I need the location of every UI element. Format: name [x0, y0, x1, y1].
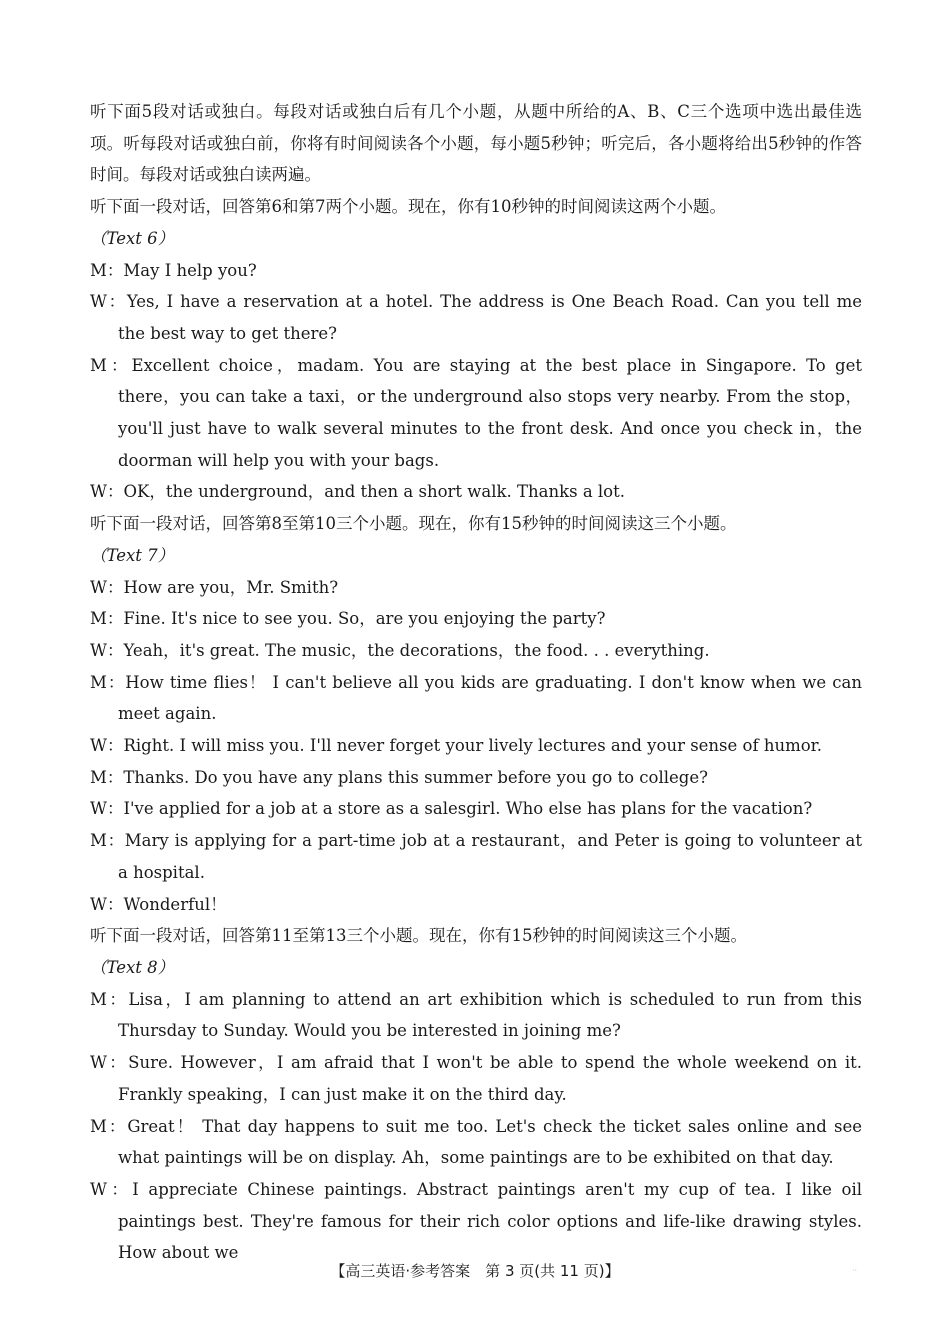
dialogue-text: May I help you?	[123, 260, 257, 280]
speaker-tag: W：	[90, 1053, 129, 1073]
section-text-7	[90, 508, 862, 920]
dialogue-line	[90, 889, 862, 921]
speaker-tag: W：	[90, 577, 124, 597]
section-prompt: 听下面一段对话，回答第8至第10三个小题。现在，你有15秒钟的时间阅读这三个小题。	[90, 514, 737, 534]
dialogue-line	[90, 603, 862, 635]
section-label: （Text 6）	[90, 228, 175, 248]
corner-mark: ··	[852, 1266, 858, 1275]
dialogue-text: Thanks. Do you have any plans this summer before you go to college?	[123, 767, 708, 787]
dialogue-line	[90, 255, 862, 287]
dialogue-text: Sure. However，I am afraid that I won't be able to spend the whole weekend on it. Frankly speaking，I can just make it on the third day.	[118, 1053, 862, 1104]
dialogue-line	[90, 1111, 862, 1174]
speaker-tag: M：	[90, 355, 132, 375]
dialogue-line	[90, 635, 862, 667]
dialogue-line	[90, 286, 862, 349]
dialogue-line	[90, 667, 862, 730]
dialogue-text: Excellent choice，madam. You are staying at the best place in Singapore. To get there，you can take a taxi，or the underground also stops very nearby. From the stop，you'll just have to walk several minutes to the front desk. And once you check in，the doorman will help you with your bags.	[118, 355, 862, 470]
section-text-6	[90, 191, 862, 508]
dialogue-line	[90, 1174, 862, 1269]
dialogue-line	[90, 350, 862, 477]
page-footer: 【高三英语·参考答案 第 3 页(共 11 页)】	[330, 1262, 620, 1280]
section-label: （Text 7）	[90, 545, 175, 565]
speaker-tag: M：	[90, 609, 124, 629]
dialogue-line	[90, 572, 862, 604]
dialogue-text: How are you，Mr. Smith?	[123, 577, 339, 597]
dialogue-text: Right. I will miss you. I'll never forget your lively lectures and your sense of humor.	[123, 736, 822, 756]
section-prompt: 听下面一段对话，回答第6和第7两个小题。现在，你有10秒钟的时间阅读这两个小题。	[90, 197, 726, 217]
speaker-tag: W：	[90, 482, 124, 502]
dialogue-text: How time flies！ I can't believe all you kids are graduating. I don't know when we can meet again.	[118, 672, 862, 724]
speaker-tag: W：	[90, 894, 124, 914]
speaker-tag: M：	[90, 831, 125, 851]
dialogue-line	[90, 762, 862, 794]
speaker-tag: W：	[90, 1179, 133, 1199]
speaker-tag: M：	[90, 1116, 128, 1136]
dialogue-text: I've applied for a job at a store as a salesgirl. Who else has plans for the vacation?	[123, 799, 813, 819]
dialogue-text: Wonderful！	[123, 894, 227, 914]
speaker-tag: M：	[90, 672, 126, 692]
dialogue-line	[90, 476, 862, 508]
dialogue-line	[90, 984, 862, 1047]
dialogue-line	[90, 793, 862, 825]
speaker-tag: M：	[90, 260, 124, 280]
speaker-tag: W：	[90, 292, 127, 312]
dialogue-text: Yes, I have a reservation at a hotel. The address is One Beach Road. Can you tell me the best way to get there?	[118, 292, 862, 343]
instructions-paragraph: 听下面5段对话或独白。每段对话或独白后有几个小题，从题中所给的A、B、C三个选项中选出最佳选项。听每段对话或独白前，你将有时间阅读各个小题，每小题5秒钟；听完后，各小题将给出5秒钟的作答时间。每段对话或独白读两遍。	[90, 102, 862, 185]
speaker-tag: W：	[90, 799, 124, 819]
section-prompt: 听下面一段对话，回答第11至第13三个小题。现在，你有15秒钟的时间阅读这三个小题。	[90, 926, 747, 946]
dialogue-text: Mary is applying for a part-time job at a restaurant，and Peter is going to volunteer at a hospital.	[118, 831, 862, 882]
dialogue-line	[90, 730, 862, 762]
dialogue-text: Lisa，I am planning to attend an art exhibition which is scheduled to run from this Thursday to Sunday. Would you be interested in joining me?	[118, 989, 862, 1041]
speaker-tag: W：	[90, 736, 124, 756]
dialogue-text: I appreciate Chinese paintings. Abstract paintings aren't my cup of tea. I like oil paintings best. They're famous for their rich color options and life-like drawing styles. How about we	[118, 1179, 862, 1263]
dialogue-text: OK，the underground，and then a short walk. Thanks a lot.	[123, 482, 625, 502]
dialogue-line	[90, 1047, 862, 1110]
dialogue-line	[90, 825, 862, 888]
dialogue-text: Fine. It's nice to see you. So，are you enjoying the party?	[123, 609, 606, 629]
speaker-tag: M：	[90, 767, 124, 787]
dialogue-text: Great！ That day happens to suit me too. Let's check the ticket sales online and see what paintings will be on display. Ah，some paintings are to be exhibited on that day.	[118, 1116, 862, 1168]
dialogue-text: Yeah，it's great. The music，the decorations，the food. . . everything.	[123, 640, 710, 660]
section-label: （Text 8）	[90, 957, 175, 977]
section-text-8	[90, 920, 862, 1269]
page-content	[90, 96, 862, 1269]
speaker-tag: M：	[90, 989, 129, 1009]
speaker-tag: W：	[90, 640, 124, 660]
